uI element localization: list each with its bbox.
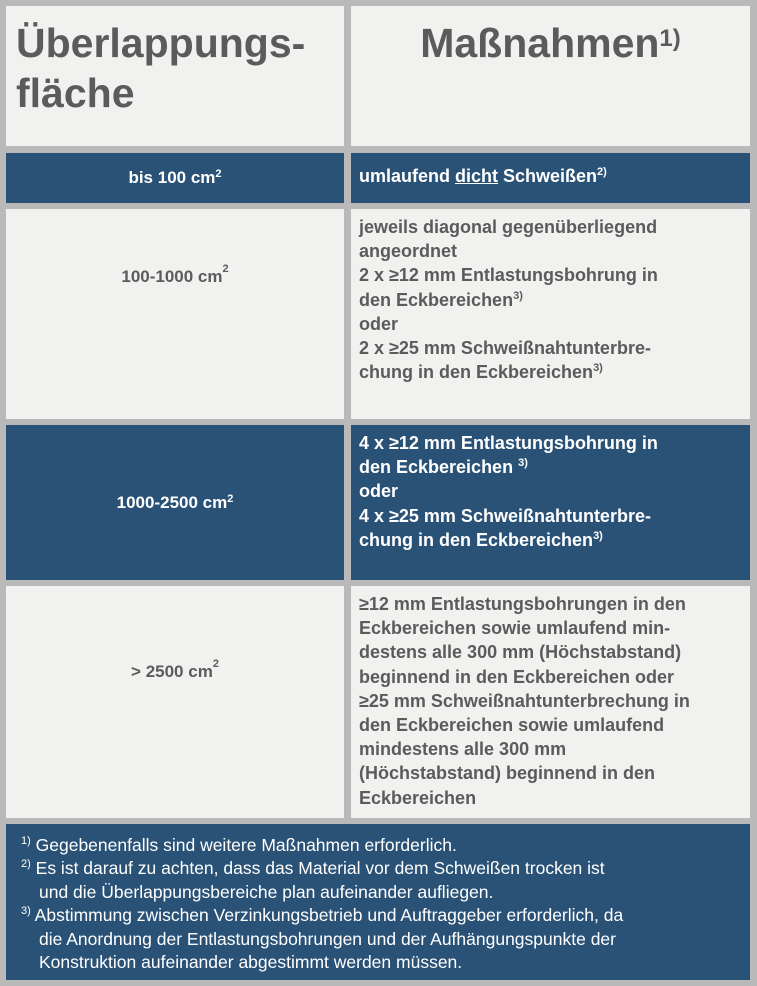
footnote1-text: Gegebenenfalls sind weitere Maßnahmen erforderlich. (30, 835, 457, 855)
row2-line2: angeordnet (359, 241, 458, 262)
header-footnote-marker: 1) (659, 25, 681, 52)
row3-measures-cell (351, 425, 750, 580)
row3-area-cell (6, 425, 344, 580)
row4-area-cell (6, 586, 344, 818)
header-area-line2: fläche (16, 70, 135, 116)
footnotes-box (6, 824, 750, 980)
footnote3-line2: die Anordnung der Entlastungsbohrungen und der Aufhängungspunkte der (39, 928, 616, 949)
footnote1-marker: 1) (21, 835, 31, 847)
row1-area-cell (6, 153, 344, 203)
row4-measures-cell (351, 586, 750, 818)
row3-area: 1000-2500 cm (116, 492, 228, 512)
row1-measures-cell (351, 153, 750, 203)
row3-area-exponent: 2 (227, 492, 234, 505)
row4-line7: mindestens alle 300 mm (359, 739, 567, 760)
row2-line1: jeweils diagonal gegenüberliegend (359, 217, 658, 237)
footnote3-line3: Konstruktion aufeinander abgestimmt werden müssen. (39, 952, 463, 973)
row2-line4: den Eckbereichen (359, 289, 514, 310)
header-measures-title: Maßnahmen (420, 20, 660, 66)
row3-line3: oder (359, 481, 399, 502)
row4-line5: ≥25 mm Schweißnahtunterbrechung in (359, 690, 690, 711)
row4-line8: (Höchstabstand) beginnend in den (359, 763, 655, 784)
row2-area-exponent: 2 (222, 263, 229, 275)
row2-footnote-marker-b: 3) (593, 362, 603, 375)
row3-line4: 4 x ≥25 mm Schweißnahtunterbre- (359, 505, 651, 526)
row1-area-exponent: 2 (215, 168, 222, 180)
row1-footnote-marker: 2) (597, 166, 607, 178)
row1-measure-underlined: dicht (455, 166, 499, 186)
row4-area: > 2500 cm (131, 662, 213, 681)
row1-area: bis 100 cm (128, 168, 216, 187)
header-measures-cell (351, 6, 750, 146)
footnote3-line1: Abstimmung zwischen Verzinkungsbetrieb und Auftraggeber erforderlich, da (30, 905, 624, 926)
footnote2-line2: und die Überlappungsbereiche plan aufeinander aufliegen. (39, 881, 494, 902)
footnote2-line1: Es ist darauf zu achten, dass das Material vor dem Schweißen trocken ist (30, 858, 605, 879)
row4-line4: beginnend in den Eckbereichen oder (359, 666, 675, 687)
row1-measure-after: Schweißen (498, 166, 598, 186)
row1-measure-before: umlaufend (359, 166, 456, 186)
row2-line5: oder (359, 313, 399, 334)
row2-area-cell (6, 209, 344, 419)
row4-area-exponent: 2 (212, 658, 219, 670)
row4-line9: Eckbereichen (359, 787, 477, 808)
footnote2-marker: 2) (21, 858, 31, 871)
row2-measures-cell (351, 209, 750, 419)
row4-line2: Eckbereichen sowie umlaufend min- (359, 618, 671, 639)
row2-line7: chung in den Eckbereichen (359, 362, 594, 383)
row2-line6: 2 x ≥25 mm Schweißnahtunterbre- (359, 338, 651, 359)
row4-line1: ≥12 mm Entlastungsbohrungen in den (359, 594, 686, 614)
footnote3-marker: 3) (21, 905, 31, 918)
header-area-cell (6, 6, 344, 146)
row3-footnote-marker-b: 3) (593, 529, 603, 542)
header-area-line1: Überlappungs- (16, 20, 306, 66)
row3-line2: den Eckbereichen (359, 457, 519, 478)
row4-line3: destens alle 300 mm (Höchstabstand) (359, 642, 682, 663)
row2-line3: 2 x ≥12 mm Entlastungsbohrung in (359, 265, 658, 286)
row2-footnote-marker-a: 3) (513, 289, 523, 302)
row2-area: 100-1000 cm (121, 267, 223, 286)
row3-footnote-marker-a: 3) (518, 457, 528, 470)
row3-line1: 4 x ≥12 mm Entlastungsbohrung in (359, 433, 658, 453)
row4-line6: den Eckbereichen sowie umlaufend (359, 715, 665, 736)
row3-line5: chung in den Eckbereichen (359, 529, 594, 550)
